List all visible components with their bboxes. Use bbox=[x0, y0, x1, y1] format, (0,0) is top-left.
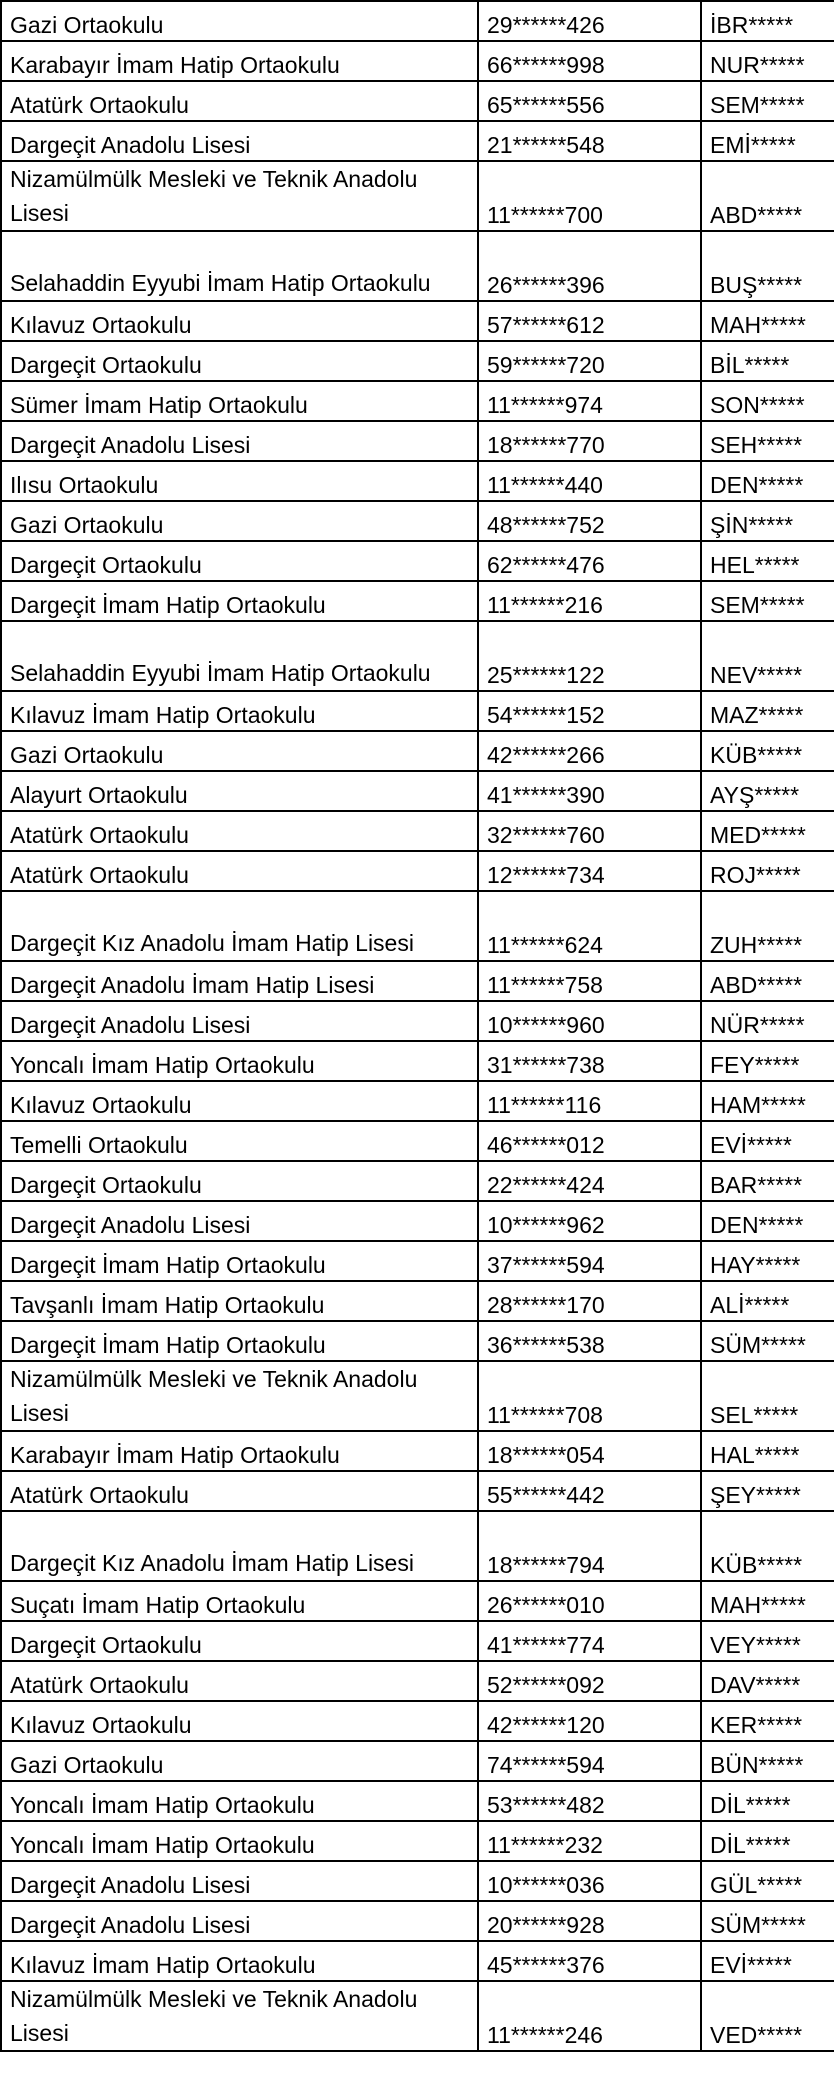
table-row bbox=[1, 1081, 834, 1121]
table-row bbox=[1, 1321, 834, 1361]
id-number-cell[interactable]: 11******700 bbox=[478, 161, 701, 231]
school-cell[interactable]: Ilısu Ortaokulu bbox=[1, 461, 478, 501]
id-number-cell[interactable]: 18******770 bbox=[478, 421, 701, 461]
table-row bbox=[1, 121, 834, 161]
id-number-cell[interactable]: 11******232 bbox=[478, 1821, 701, 1861]
student-name-cell[interactable]: NUR***** bbox=[701, 41, 834, 81]
table-row bbox=[1, 1901, 834, 1941]
school-cell[interactable]: Gazi Ortaokulu bbox=[1, 731, 478, 771]
id-number-cell[interactable]: 55******442 bbox=[478, 1471, 701, 1511]
table-row bbox=[1, 381, 834, 421]
student-name-cell[interactable]: SEM***** bbox=[701, 581, 834, 621]
school-cell[interactable]: Dargeçit Anadolu Lisesi bbox=[1, 1201, 478, 1241]
id-number-cell[interactable]: 11******974 bbox=[478, 381, 701, 421]
id-number-cell[interactable]: 41******774 bbox=[478, 1621, 701, 1661]
table-row bbox=[1, 1661, 834, 1701]
school-cell[interactable]: Selahaddin Eyyubi İmam Hatip Ortaokulu bbox=[1, 621, 478, 691]
student-name-cell[interactable]: FEY***** bbox=[701, 1041, 834, 1081]
table-row bbox=[1, 771, 834, 811]
student-name-cell[interactable]: ROJ***** bbox=[701, 851, 834, 891]
table-row bbox=[1, 1511, 834, 1581]
table-row bbox=[1, 81, 834, 121]
school-cell[interactable]: Dargeçit İmam Hatip Ortaokulu bbox=[1, 1321, 478, 1361]
student-name-cell[interactable]: SEH***** bbox=[701, 421, 834, 461]
student-name-cell[interactable]: VED***** bbox=[701, 1981, 834, 2051]
school-cell[interactable]: Dargeçit Anadolu Lisesi bbox=[1, 121, 478, 161]
student-name-cell[interactable]: AYŞ***** bbox=[701, 771, 834, 811]
student-name-cell[interactable]: BİL***** bbox=[701, 341, 834, 381]
school-cell[interactable]: Temelli Ortaokulu bbox=[1, 1121, 478, 1161]
school-cell[interactable]: Dargeçit Anadolu Lisesi bbox=[1, 1001, 478, 1041]
school-cell[interactable]: Kılavuz İmam Hatip Ortaokulu bbox=[1, 691, 478, 731]
id-number-cell[interactable]: 52******092 bbox=[478, 1661, 701, 1701]
id-number-cell[interactable]: 29******426 bbox=[478, 1, 701, 41]
table-row bbox=[1, 961, 834, 1001]
student-name-cell[interactable]: İBR***** bbox=[701, 1, 834, 41]
student-name-cell[interactable]: MED***** bbox=[701, 811, 834, 851]
school-cell[interactable]: Kılavuz Ortaokulu bbox=[1, 1081, 478, 1121]
school-cell[interactable]: Tavşanlı İmam Hatip Ortaokulu bbox=[1, 1281, 478, 1321]
student-name-cell[interactable]: DİL***** bbox=[701, 1821, 834, 1861]
id-number-cell[interactable]: 53******482 bbox=[478, 1781, 701, 1821]
table-row bbox=[1, 1041, 834, 1081]
id-number-cell[interactable]: 11******440 bbox=[478, 461, 701, 501]
school-cell[interactable]: Yoncalı İmam Hatip Ortaokulu bbox=[1, 1821, 478, 1861]
table-row bbox=[1, 1821, 834, 1861]
school-cell[interactable]: Dargeçit Anadolu İmam Hatip Lisesi bbox=[1, 961, 478, 1001]
table-row bbox=[1, 1941, 834, 1981]
id-number-cell[interactable]: 11******216 bbox=[478, 581, 701, 621]
school-cell[interactable]: Karabayır İmam Hatip Ortaokulu bbox=[1, 1431, 478, 1471]
table-row bbox=[1, 811, 834, 851]
school-cell[interactable]: Dargeçit Kız Anadolu İmam Hatip Lisesi bbox=[1, 891, 478, 961]
school-cell[interactable]: Atatürk Ortaokulu bbox=[1, 1471, 478, 1511]
school-cell[interactable]: Dargeçit İmam Hatip Ortaokulu bbox=[1, 1241, 478, 1281]
school-cell[interactable]: Suçatı İmam Hatip Ortaokulu bbox=[1, 1581, 478, 1621]
school-cell[interactable]: Dargeçit Anadolu Lisesi bbox=[1, 1901, 478, 1941]
school-cell[interactable]: Dargeçit Ortaokulu bbox=[1, 341, 478, 381]
id-number-cell[interactable]: 37******594 bbox=[478, 1241, 701, 1281]
school-cell[interactable]: Atatürk Ortaokulu bbox=[1, 81, 478, 121]
student-name-cell[interactable]: BUŞ***** bbox=[701, 231, 834, 301]
student-name-cell[interactable]: EMİ***** bbox=[701, 121, 834, 161]
school-cell[interactable]: Kılavuz İmam Hatip Ortaokulu bbox=[1, 1941, 478, 1981]
table-row bbox=[1, 1981, 834, 2051]
school-cell[interactable]: Atatürk Ortaokulu bbox=[1, 1661, 478, 1701]
student-name-cell[interactable]: MAZ***** bbox=[701, 691, 834, 731]
student-name-cell[interactable]: KÜB***** bbox=[701, 731, 834, 771]
table-row bbox=[1, 1201, 834, 1241]
table-row bbox=[1, 1431, 834, 1471]
id-number-cell[interactable]: 65******556 bbox=[478, 81, 701, 121]
id-number-cell[interactable]: 74******594 bbox=[478, 1741, 701, 1781]
table-row bbox=[1, 301, 834, 341]
student-name-cell[interactable]: ABD***** bbox=[701, 161, 834, 231]
id-number-cell[interactable]: 62******476 bbox=[478, 541, 701, 581]
student-name-cell[interactable]: GÜL***** bbox=[701, 1861, 834, 1901]
student-name-cell[interactable]: BÜN***** bbox=[701, 1741, 834, 1781]
id-number-cell[interactable]: 28******170 bbox=[478, 1281, 701, 1321]
table-row bbox=[1, 231, 834, 301]
table-row bbox=[1, 581, 834, 621]
school-cell[interactable]: Atatürk Ortaokulu bbox=[1, 811, 478, 851]
id-number-cell[interactable]: 18******794 bbox=[478, 1511, 701, 1581]
id-number-cell[interactable]: 10******036 bbox=[478, 1861, 701, 1901]
id-number-cell[interactable]: 26******396 bbox=[478, 231, 701, 301]
student-name-cell[interactable]: KER***** bbox=[701, 1701, 834, 1741]
school-cell[interactable]: Dargeçit Kız Anadolu İmam Hatip Lisesi bbox=[1, 1511, 478, 1581]
table-row bbox=[1, 41, 834, 81]
id-number-cell[interactable]: 31******738 bbox=[478, 1041, 701, 1081]
table-row bbox=[1, 621, 834, 691]
table-row bbox=[1, 1241, 834, 1281]
student-name-cell[interactable]: DAV***** bbox=[701, 1661, 834, 1701]
table-row bbox=[1, 541, 834, 581]
table-row bbox=[1, 1361, 834, 1431]
student-name-cell[interactable]: DEN***** bbox=[701, 1201, 834, 1241]
table-row bbox=[1, 1, 834, 41]
student-name-cell[interactable]: NÜR***** bbox=[701, 1001, 834, 1041]
table-row bbox=[1, 1161, 834, 1201]
id-number-cell[interactable]: 42******266 bbox=[478, 731, 701, 771]
id-number-cell[interactable]: 18******054 bbox=[478, 1431, 701, 1471]
school-cell[interactable]: Kılavuz Ortaokulu bbox=[1, 301, 478, 341]
student-name-cell[interactable]: ZUH***** bbox=[701, 891, 834, 961]
student-name-cell[interactable]: HAL***** bbox=[701, 1431, 834, 1471]
table-row bbox=[1, 1001, 834, 1041]
school-cell[interactable]: Selahaddin Eyyubi İmam Hatip Ortaokulu bbox=[1, 231, 478, 301]
table-row bbox=[1, 891, 834, 961]
student-name-cell[interactable]: ALİ***** bbox=[701, 1281, 834, 1321]
id-number-cell[interactable]: 21******548 bbox=[478, 121, 701, 161]
student-name-cell[interactable]: MAH***** bbox=[701, 301, 834, 341]
school-cell[interactable]: Kılavuz Ortaokulu bbox=[1, 1701, 478, 1741]
table-row bbox=[1, 1701, 834, 1741]
student-name-cell[interactable]: VEY***** bbox=[701, 1621, 834, 1661]
id-number-cell[interactable]: 48******752 bbox=[478, 501, 701, 541]
student-name-cell[interactable]: DEN***** bbox=[701, 461, 834, 501]
id-number-cell[interactable]: 36******538 bbox=[478, 1321, 701, 1361]
student-name-cell[interactable]: SÜM***** bbox=[701, 1321, 834, 1361]
table-row bbox=[1, 1621, 834, 1661]
student-name-cell[interactable]: SEM***** bbox=[701, 81, 834, 121]
school-cell[interactable]: Yoncalı İmam Hatip Ortaokulu bbox=[1, 1041, 478, 1081]
table-row bbox=[1, 1471, 834, 1511]
table-row bbox=[1, 461, 834, 501]
student-name-cell[interactable]: SEL***** bbox=[701, 1361, 834, 1431]
id-number-cell[interactable]: 12******734 bbox=[478, 851, 701, 891]
id-number-cell[interactable]: 57******612 bbox=[478, 301, 701, 341]
student-name-cell[interactable]: SON***** bbox=[701, 381, 834, 421]
id-number-cell[interactable]: 46******012 bbox=[478, 1121, 701, 1161]
id-number-cell[interactable]: 11******758 bbox=[478, 961, 701, 1001]
school-cell[interactable]: Nizamülmülk Mesleki ve Teknik Anadolu Lisesi bbox=[1, 1361, 478, 1431]
student-name-cell[interactable]: HAM***** bbox=[701, 1081, 834, 1121]
id-number-cell[interactable]: 66******998 bbox=[478, 41, 701, 81]
id-number-cell[interactable]: 41******390 bbox=[478, 771, 701, 811]
id-number-cell[interactable]: 25******122 bbox=[478, 621, 701, 691]
table-row bbox=[1, 501, 834, 541]
id-number-cell[interactable]: 45******376 bbox=[478, 1941, 701, 1981]
table-row bbox=[1, 851, 834, 891]
school-cell[interactable]: Nizamülmülk Mesleki ve Teknik Anadolu Lisesi bbox=[1, 1981, 478, 2051]
school-cell[interactable]: Atatürk Ortaokulu bbox=[1, 851, 478, 891]
student-name-cell[interactable]: ŞİN***** bbox=[701, 501, 834, 541]
school-cell[interactable]: Dargeçit Anadolu Lisesi bbox=[1, 1861, 478, 1901]
table-row bbox=[1, 1781, 834, 1821]
school-cell[interactable]: Dargeçit Ortaokulu bbox=[1, 541, 478, 581]
school-cell[interactable]: Nizamülmülk Mesleki ve Teknik Anadolu Lisesi bbox=[1, 161, 478, 231]
id-number-cell[interactable]: 10******962 bbox=[478, 1201, 701, 1241]
table-row bbox=[1, 161, 834, 231]
id-number-cell[interactable]: 11******708 bbox=[478, 1361, 701, 1431]
table-row bbox=[1, 1861, 834, 1901]
table-row bbox=[1, 691, 834, 731]
table-row bbox=[1, 1121, 834, 1161]
student-name-cell[interactable]: HEL***** bbox=[701, 541, 834, 581]
school-cell[interactable]: Yoncalı İmam Hatip Ortaokulu bbox=[1, 1781, 478, 1821]
table-row bbox=[1, 1281, 834, 1321]
student-name-cell[interactable]: EVİ***** bbox=[701, 1121, 834, 1161]
school-cell[interactable]: Gazi Ortaokulu bbox=[1, 1741, 478, 1781]
id-number-cell[interactable]: 32******760 bbox=[478, 811, 701, 851]
school-cell[interactable]: Gazi Ortaokulu bbox=[1, 1, 478, 41]
table-row bbox=[1, 1581, 834, 1621]
student-name-cell[interactable]: ABD***** bbox=[701, 961, 834, 1001]
student-name-cell[interactable]: MAH***** bbox=[701, 1581, 834, 1621]
school-cell[interactable]: Dargeçit Ortaokulu bbox=[1, 1161, 478, 1201]
table-row bbox=[1, 421, 834, 461]
id-number-cell[interactable]: 22******424 bbox=[478, 1161, 701, 1201]
school-cell[interactable]: Alayurt Ortaokulu bbox=[1, 771, 478, 811]
student-name-cell[interactable]: NEV***** bbox=[701, 621, 834, 691]
id-number-cell[interactable]: 11******246 bbox=[478, 1981, 701, 2051]
student-name-cell[interactable]: HAY***** bbox=[701, 1241, 834, 1281]
id-number-cell[interactable]: 20******928 bbox=[478, 1901, 701, 1941]
id-number-cell[interactable]: 10******960 bbox=[478, 1001, 701, 1041]
school-cell[interactable]: Gazi Ortaokulu bbox=[1, 501, 478, 541]
table-body bbox=[1, 1, 834, 2051]
id-number-cell[interactable]: 11******116 bbox=[478, 1081, 701, 1121]
school-cell[interactable]: Sümer İmam Hatip Ortaokulu bbox=[1, 381, 478, 421]
school-cell[interactable]: Karabayır İmam Hatip Ortaokulu bbox=[1, 41, 478, 81]
table-row bbox=[1, 1741, 834, 1781]
student-name-cell[interactable]: ŞEY***** bbox=[701, 1471, 834, 1511]
id-number-cell[interactable]: 11******624 bbox=[478, 891, 701, 961]
id-number-cell[interactable]: 54******152 bbox=[478, 691, 701, 731]
table-row bbox=[1, 341, 834, 381]
student-name-cell[interactable]: BAR***** bbox=[701, 1161, 834, 1201]
student-name-cell[interactable]: SÜM***** bbox=[701, 1901, 834, 1941]
student-name-cell[interactable]: DİL***** bbox=[701, 1781, 834, 1821]
school-cell[interactable]: Dargeçit Anadolu Lisesi bbox=[1, 421, 478, 461]
table-row bbox=[1, 731, 834, 771]
id-number-cell[interactable]: 59******720 bbox=[478, 341, 701, 381]
id-number-cell[interactable]: 42******120 bbox=[478, 1701, 701, 1741]
student-name-cell[interactable]: EVİ***** bbox=[701, 1941, 834, 1981]
id-number-cell[interactable]: 26******010 bbox=[478, 1581, 701, 1621]
student-name-cell[interactable]: KÜB***** bbox=[701, 1511, 834, 1581]
school-cell[interactable]: Dargeçit İmam Hatip Ortaokulu bbox=[1, 581, 478, 621]
school-cell[interactable]: Dargeçit Ortaokulu bbox=[1, 1621, 478, 1661]
